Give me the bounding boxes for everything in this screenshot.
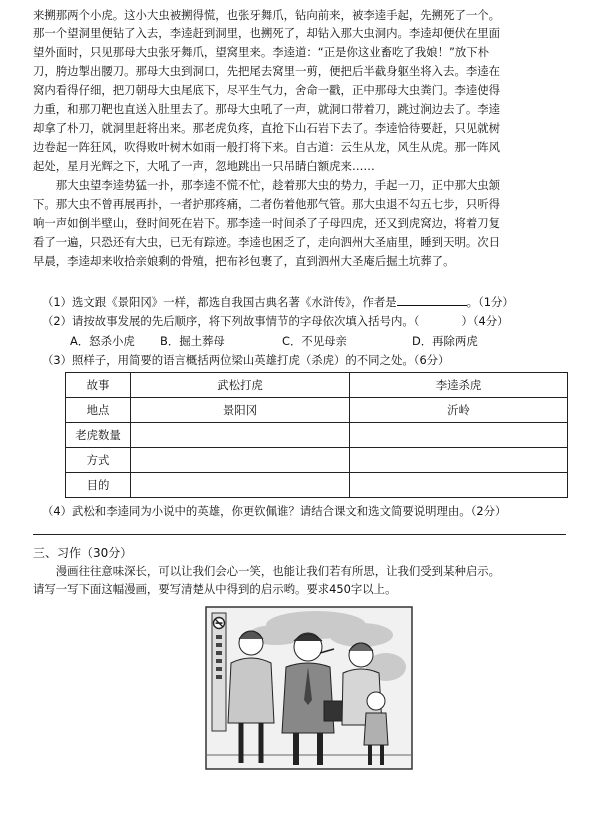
passage-line: 窝内看得仔细，把刀朝母大虫尾底下，尽平生气力，舍命一戳，正中那母大虫粪门。李逵使得 bbox=[33, 83, 501, 97]
table-row bbox=[66, 423, 568, 448]
table-header: 李逵杀虎 bbox=[350, 373, 568, 398]
passage-line: 响一声如倒半壁山，登时间死在岩下。那李逵一时间杀了子母四虎，还又到虎窝边，将着刀复 bbox=[33, 216, 501, 230]
no-smoking-icon bbox=[214, 618, 225, 629]
comparison-table bbox=[65, 372, 568, 498]
passage-line: 力重，和那刀靶也直送入肚里去了。那母大虫吼了一声，就洞口带着刀，跳过涧边去了。李逵 bbox=[33, 102, 501, 116]
passage-line: 刀，胯边掣出腰刀。那母大虫到洞口，先把尾去窝里一剪，便把后半截身躯坐将入去。李逵在 bbox=[33, 64, 501, 78]
question-2 bbox=[42, 313, 572, 329]
passage-line: 早晨，李逵却来收拾亲娘剩的骨殖，把布衫包裹了，直到泗州大圣庵后掘土坑葬了。 bbox=[33, 254, 455, 268]
question-2-score: ）（4分） bbox=[461, 314, 509, 328]
answer-cell[interactable] bbox=[350, 423, 568, 448]
passage-line: 来搠那两个小虎。这小大虫被搠得慌，也张牙舞爪，钻向前来，被李逵手起，先搠死了一个。 bbox=[33, 8, 501, 22]
passage-line: 下。那大虫不曾再展再扑，一者护那疼痛，二者伤着他那气管。那大虫退不勾五七步，只听得 bbox=[33, 197, 501, 211]
writing-prompt: 漫画往往意味深长，可以让我们会心一笑，也能让我们若有所思，让我们受到某种启示。 bbox=[33, 564, 501, 578]
table-cell: 沂岭 bbox=[350, 398, 568, 423]
question-3: （3）照样子，用简要的语言概括两位梁山英雄打虎（杀虎）的不同之处。（6分） bbox=[42, 353, 450, 367]
question-2-text: （2）请按故事发展的先后顺序，将下列故事情节的字母依次填入括号内。（ bbox=[42, 314, 420, 328]
smoking-elevator-cartoon bbox=[196, 605, 422, 773]
option-a: A．怒杀小虎 bbox=[70, 334, 135, 348]
row-label: 地点 bbox=[66, 398, 131, 423]
table-row bbox=[66, 448, 568, 473]
section-title: 三、习作（30分） bbox=[33, 546, 133, 560]
table-row bbox=[66, 398, 568, 423]
table-cell: 景阳冈 bbox=[131, 398, 350, 423]
answer-cell[interactable] bbox=[131, 473, 350, 498]
question-1-text: （1）选文跟《景阳冈》一样，都选自我国古典名著《水浒传》，作者是 bbox=[42, 295, 397, 309]
passage-line: 边卷起一阵狂风，吹得败叶树木如雨一般打将下来。自古道：云生从龙，风生从虎。那一阵风 bbox=[33, 140, 501, 154]
row-label: 老虎数量 bbox=[66, 423, 131, 448]
passage-line: 那大虫望李逵势猛一扑，那李逵不慌不忙，趁着那大虫的势力，手起一刀，正中那大虫颔 bbox=[33, 178, 501, 192]
passage-line: 望外面时，只见那母大虫张牙舞爪，望窝里来。李逵道：“正是你这业畜吃了我娘！”放下朴 bbox=[33, 45, 490, 59]
table-header-row bbox=[66, 373, 568, 398]
question-2-options bbox=[70, 333, 540, 349]
option-c: C．不见母亲 bbox=[282, 334, 347, 348]
answer-cell[interactable] bbox=[131, 423, 350, 448]
passage-line: 看了一遍，只恐还有大虫，已无有踪迹。李逵也困乏了，走向泗州大圣庙里，睡到天明。次日 bbox=[33, 235, 501, 249]
author-answer-blank[interactable] bbox=[397, 294, 467, 306]
table-header: 武松打虎 bbox=[131, 373, 350, 398]
option-b: B．掘土葬母 bbox=[160, 334, 225, 348]
option-d: D．再除两虎 bbox=[412, 334, 478, 348]
answer-cell[interactable] bbox=[350, 473, 568, 498]
answer-cell[interactable] bbox=[131, 448, 350, 473]
question-1-score: 。（1分） bbox=[466, 295, 514, 309]
passage-line: 那一个望洞里便钻了入去，李逵赶到洞里，也搠死了，却钻入那大虫洞内。李逵却便伏在里面 bbox=[33, 26, 501, 40]
question-1 bbox=[42, 294, 572, 310]
row-label: 目的 bbox=[66, 473, 131, 498]
passage-line: 却拿了朴刀，就洞里赶将出来。那老虎负疼，直抢下山石岩下去了。李逵恰待要赶，只见就树 bbox=[33, 121, 501, 135]
question-4: （4）武松和李逵同为小说中的英雄，你更钦佩谁？请结合课文和选文简要说明理由。（2分） bbox=[42, 504, 507, 518]
passage-line: 起处，星月光辉之下，大吼了一声，忽地跳出一只吊睛白额虎来…… bbox=[33, 159, 375, 173]
writing-prompt: 请写一写下面这幅漫画，要写清楚从中得到的启示哟。要求450字以上。 bbox=[33, 582, 397, 596]
answer-line[interactable] bbox=[33, 534, 566, 535]
row-label: 方式 bbox=[66, 448, 131, 473]
answer-cell[interactable] bbox=[350, 448, 568, 473]
table-row bbox=[66, 473, 568, 498]
table-header: 故事 bbox=[66, 373, 131, 398]
